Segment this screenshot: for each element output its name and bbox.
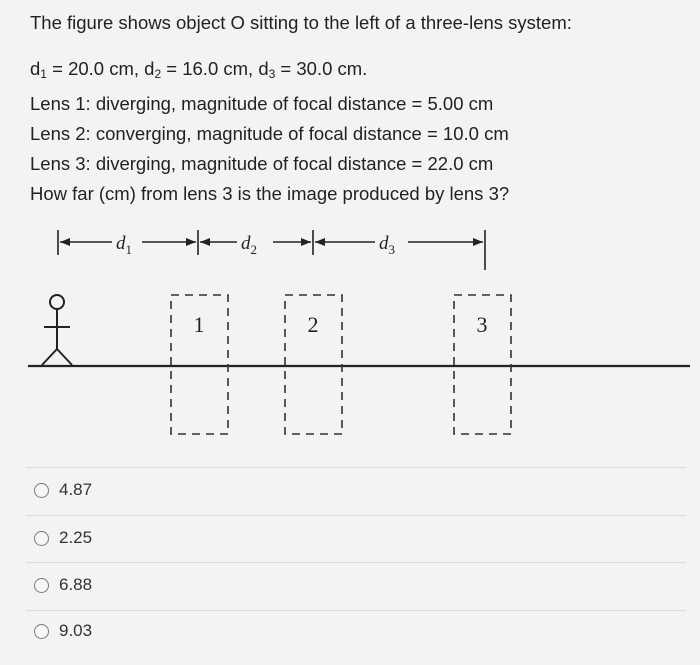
d3-arrowhead-left [315,238,325,246]
radio-button-icon[interactable] [34,531,49,546]
question-intro: The figure shows object O sitting to the left of a three-lens system: [30,12,572,33]
radio-button-icon[interactable] [34,578,49,593]
d2-arrowhead-right [301,238,311,246]
answer-option-label: 4.87 [59,480,93,499]
d1-value: = 20.0 cm, [46,58,145,79]
d1-symbol: d [30,58,41,79]
answer-option-label: 6.88 [59,575,93,594]
object-stick-figure [42,295,72,365]
radio-button-icon[interactable] [34,624,49,639]
diagram-d1-label: $d_1$ [116,233,132,257]
lens-diagram-svg [0,215,700,460]
d1-subscript: 1 [40,67,47,81]
answer-option-label: 2.25 [59,528,93,547]
lens3-number: 3 [476,312,488,337]
lens-system-diagram [0,215,700,460]
d2-arrowhead-left [200,238,210,246]
answer-option-2[interactable] [30,515,685,561]
d1-arrowhead-left [60,238,70,246]
lens-outlines [171,295,511,434]
diagram-d3-label: $d_3$ [379,233,395,257]
d2-symbol: d [144,58,155,79]
radio-button-icon[interactable] [34,483,49,498]
object-right-leg [57,349,72,365]
answer-option-label: 9.03 [59,621,93,640]
question-text [30,8,690,209]
lens2-number: 2 [307,312,319,337]
d1-arrowhead-right [186,238,196,246]
answer-option-1[interactable] [30,467,685,513]
d3-subscript: 3 [268,67,276,81]
diagram-d2-label: $d_2$ [241,233,257,257]
object-left-leg [42,349,57,365]
object-head [50,295,64,309]
d3-symbol: d [258,58,269,79]
d2-subscript: 2 [154,67,162,81]
answer-option-4[interactable] [30,608,685,654]
lens1-description: Lens 1: diverging, magnitude of focal distance = 5.00 cm [30,93,494,114]
d3-arrowhead-right [473,238,483,246]
question-prompt: How far (cm) from lens 3 is the image produced by lens 3? [30,183,510,204]
distances-line [30,54,690,89]
lens3-description: Lens 3: diverging, magnitude of focal distance = 22.0 cm [30,153,494,174]
answer-option-3[interactable] [30,562,685,608]
lens1-number: 1 [193,312,205,337]
d2-value: = 16.0 cm, [161,58,259,79]
d3-value: = 30.0 cm. [275,58,368,79]
lens2-description: Lens 2: converging, magnitude of focal distance = 10.0 cm [30,123,509,144]
